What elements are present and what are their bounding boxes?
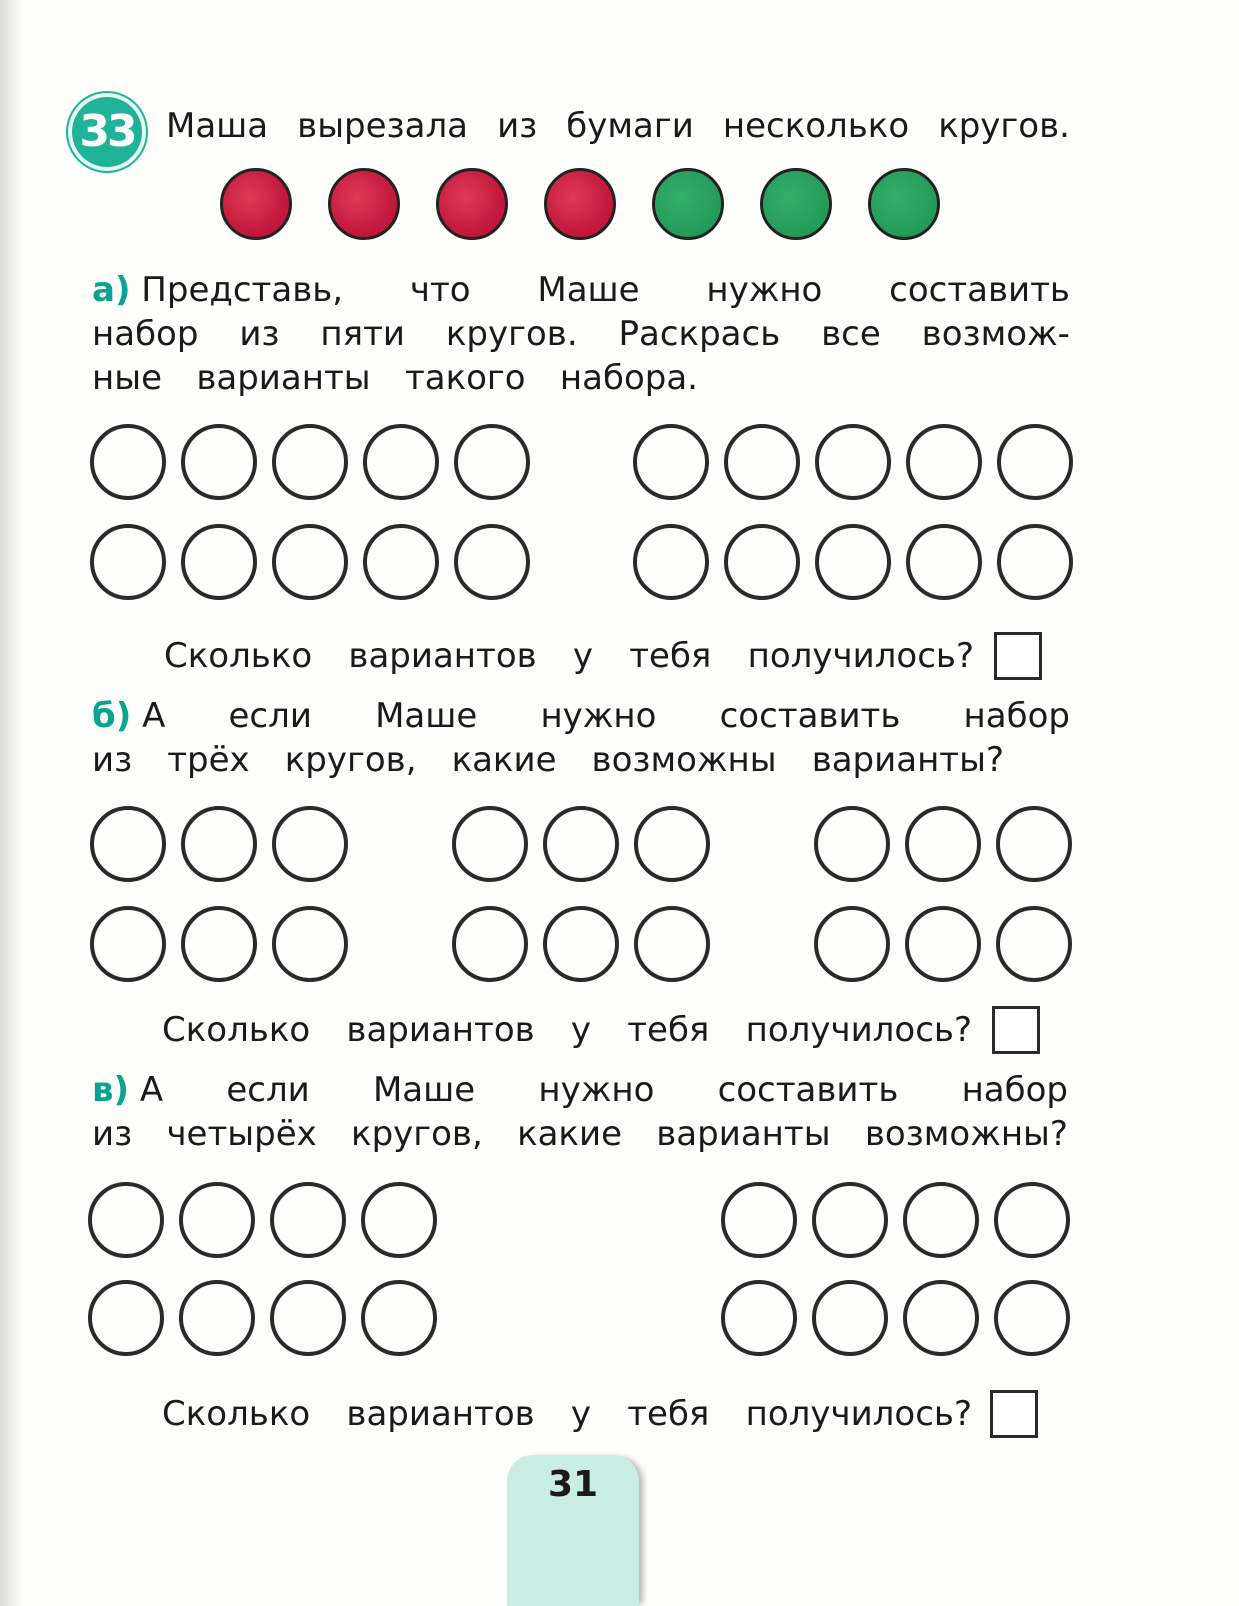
empty-circle[interactable]: [994, 1182, 1070, 1258]
empty-circle[interactable]: [633, 524, 709, 600]
word: такого: [404, 358, 526, 398]
word: четырёх: [166, 1114, 317, 1154]
green-sample-circle: [868, 168, 940, 240]
word: кругов,: [351, 1114, 483, 1154]
empty-circle[interactable]: [270, 1280, 346, 1356]
page-binding-shadow: [0, 0, 22, 1606]
green-sample-circle: [652, 168, 724, 240]
empty-circle[interactable]: [543, 806, 619, 882]
word: из: [92, 740, 133, 780]
empty-circle[interactable]: [272, 906, 348, 982]
empty-circle[interactable]: [812, 1182, 888, 1258]
word: Представь,: [130, 270, 344, 310]
empty-circle[interactable]: [90, 906, 166, 982]
word: ные: [92, 358, 162, 398]
word: получилось?: [747, 636, 974, 676]
empty-circle[interactable]: [454, 524, 530, 600]
word: пяти: [320, 314, 405, 354]
word: А: [129, 1070, 164, 1110]
word: если: [226, 1070, 310, 1110]
empty-circle[interactable]: [543, 906, 619, 982]
word: Маше: [375, 696, 478, 736]
word: составить: [889, 270, 1070, 310]
word: Раскрась: [618, 314, 781, 354]
word: тебя: [627, 1394, 710, 1434]
part-c-question: [162, 1394, 972, 1434]
empty-circle[interactable]: [181, 906, 257, 982]
empty-circle[interactable]: [905, 806, 981, 882]
empty-circle[interactable]: [633, 424, 709, 500]
word: вариантов: [346, 1010, 535, 1050]
empty-circle[interactable]: [90, 424, 166, 500]
word: набор: [92, 314, 199, 354]
word: из: [92, 1114, 133, 1154]
word: Сколько: [162, 1010, 311, 1050]
word: возможны: [591, 740, 777, 780]
word: возмож-: [921, 314, 1070, 354]
task-intro-text: [166, 106, 1070, 146]
empty-circle[interactable]: [906, 424, 982, 500]
empty-circle[interactable]: [814, 906, 890, 982]
empty-circle[interactable]: [903, 1280, 979, 1356]
empty-circle[interactable]: [452, 906, 528, 982]
word: Маше: [372, 1070, 476, 1110]
word: составить: [719, 696, 901, 736]
word: составить: [717, 1070, 899, 1110]
word: тебя: [629, 636, 712, 676]
part-letter: а): [92, 270, 131, 310]
word: возможны?: [864, 1114, 1068, 1154]
word: нужно: [538, 1070, 655, 1110]
empty-circle[interactable]: [272, 424, 348, 500]
red-sample-circle: [544, 168, 616, 240]
word: бумаги: [566, 106, 694, 146]
word: тебя: [627, 1010, 710, 1050]
empty-circle[interactable]: [724, 424, 800, 500]
empty-circle[interactable]: [270, 1182, 346, 1258]
word: из: [239, 314, 280, 354]
empty-circle[interactable]: [996, 806, 1072, 882]
red-sample-circle: [220, 168, 292, 240]
empty-circle[interactable]: [88, 1182, 164, 1258]
word: вариантов: [346, 1394, 535, 1434]
empty-circle[interactable]: [363, 424, 439, 500]
empty-circle[interactable]: [815, 524, 891, 600]
empty-circle[interactable]: [179, 1182, 255, 1258]
empty-circle[interactable]: [812, 1280, 888, 1356]
empty-circle[interactable]: [452, 806, 528, 882]
empty-circle[interactable]: [905, 906, 981, 982]
red-sample-circle: [436, 168, 508, 240]
part-b-answer-box[interactable]: [992, 1006, 1040, 1054]
word: Маше: [537, 270, 640, 310]
part-b-line-2: [92, 740, 1004, 780]
empty-circle[interactable]: [454, 424, 530, 500]
empty-circle[interactable]: [361, 1182, 437, 1258]
part-c-line-2: [92, 1114, 1068, 1154]
empty-circle[interactable]: [815, 424, 891, 500]
word: кругов,: [284, 740, 417, 780]
empty-circle[interactable]: [272, 524, 348, 600]
word: А: [131, 696, 166, 736]
empty-circle[interactable]: [90, 524, 166, 600]
word: все: [821, 314, 881, 354]
empty-circle[interactable]: [721, 1280, 797, 1356]
empty-circle[interactable]: [272, 806, 348, 882]
sample-circles-row: [220, 168, 942, 244]
empty-circle[interactable]: [634, 906, 710, 982]
empty-circle[interactable]: [994, 1280, 1070, 1356]
part-a-question: [164, 636, 974, 676]
part-a-line-2: [92, 314, 1070, 354]
word: варианты?: [811, 740, 1004, 780]
red-sample-circle: [328, 168, 400, 240]
word: Маша: [166, 106, 269, 146]
word: набор: [961, 1070, 1068, 1110]
empty-circle[interactable]: [634, 806, 710, 882]
empty-circle[interactable]: [996, 906, 1072, 982]
part-a-line-1: [92, 270, 1070, 310]
part-letter: б): [92, 696, 132, 736]
word: Сколько: [164, 636, 313, 676]
empty-circle[interactable]: [724, 524, 800, 600]
word: у: [572, 636, 594, 676]
part-c-answer-box[interactable]: [990, 1390, 1038, 1438]
empty-circle[interactable]: [88, 1280, 164, 1356]
word: трёх: [167, 740, 250, 780]
part-a-answer-box[interactable]: [994, 632, 1042, 680]
green-sample-circle: [760, 168, 832, 240]
part-c-line-1: [92, 1070, 1068, 1110]
empty-circle[interactable]: [179, 1280, 255, 1356]
word: несколько: [722, 106, 910, 146]
word: получилось?: [745, 1010, 972, 1050]
word: нужно: [706, 270, 823, 310]
part-a-line-3: [92, 358, 698, 398]
empty-circle[interactable]: [363, 524, 439, 600]
word: из: [497, 106, 538, 146]
word: у: [570, 1010, 592, 1050]
word: варианты: [196, 358, 371, 398]
page-number: 31: [547, 1464, 599, 1505]
word: набора.: [559, 358, 698, 398]
empty-circle[interactable]: [361, 1280, 437, 1356]
word: варианты: [656, 1114, 831, 1154]
empty-circle[interactable]: [997, 424, 1073, 500]
word: если: [228, 696, 312, 736]
word: что: [409, 270, 471, 310]
empty-circle[interactable]: [181, 524, 257, 600]
word: какие: [451, 740, 557, 780]
empty-circle[interactable]: [903, 1182, 979, 1258]
word: у: [570, 1394, 592, 1434]
task-number-badge: 33: [68, 93, 146, 171]
word: набор: [963, 696, 1070, 736]
word: вариантов: [348, 636, 537, 676]
empty-circle[interactable]: [181, 806, 257, 882]
empty-circle[interactable]: [906, 524, 982, 600]
word: какие: [517, 1114, 622, 1154]
empty-circle[interactable]: [997, 524, 1073, 600]
empty-circle[interactable]: [90, 806, 166, 882]
word: Сколько: [162, 1394, 311, 1434]
empty-circle[interactable]: [721, 1182, 797, 1258]
part-b-question: [162, 1010, 972, 1050]
empty-circle[interactable]: [181, 424, 257, 500]
part-b-line-1: [92, 696, 1070, 736]
word: кругов.: [938, 106, 1070, 146]
word: получилось?: [745, 1394, 972, 1434]
part-letter: в): [92, 1070, 130, 1110]
empty-circle[interactable]: [814, 806, 890, 882]
word: вырезала: [297, 106, 469, 146]
word: нужно: [540, 696, 657, 736]
word: кругов.: [445, 314, 578, 354]
